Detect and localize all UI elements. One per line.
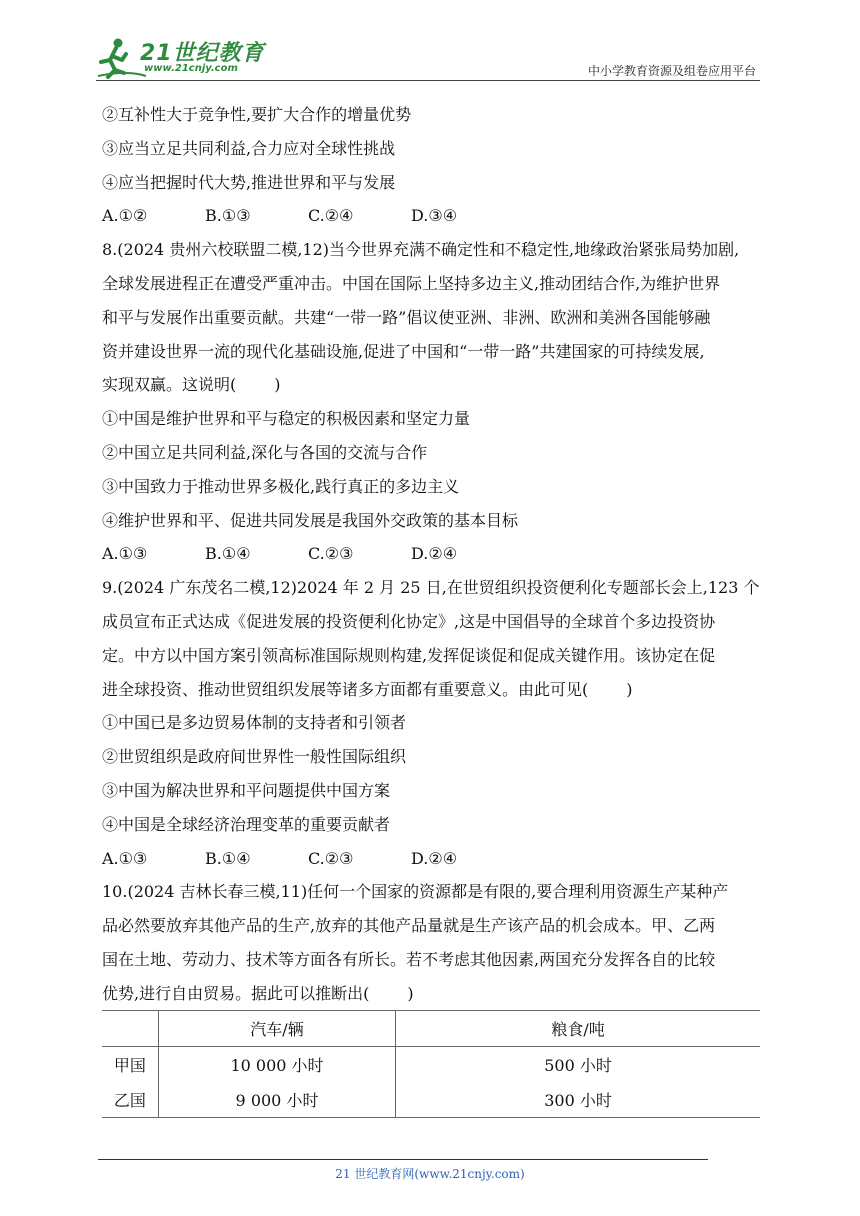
bracket-close: ): [274, 375, 281, 395]
option-a: A.①②: [102, 206, 148, 226]
table-cell: 9 000 小时: [158, 1082, 395, 1118]
stem-text: 优势,进行自由贸易。据此可以推断出(: [102, 983, 370, 1003]
footer-divider: [98, 1159, 708, 1160]
footer-link[interactable]: 21 世纪教育网(www.21cnjy.com): [335, 1167, 525, 1181]
answer-options: [102, 842, 760, 876]
question-stem-line: 10.(2024 吉林长春三模,11)任何一个国家的资源都是有限的,要合理利用资源生产某种产: [102, 882, 729, 902]
header-tagline: 中小学教育资源及组卷应用平台: [587, 64, 756, 78]
question-stem-line: 全球发展进程正在遭受严重冲击。中国在国际上坚持多边主义,推动团结合作,为维护世界: [102, 273, 721, 293]
option-c: C.②③: [308, 848, 354, 868]
table-row: [102, 1082, 760, 1118]
question-stem-line: 定。中方以中国方案引领高标准国际规则构建,发挥促谈促和促成关键作用。该协定在促: [102, 645, 716, 665]
logo-main-text: 21世纪教育: [140, 41, 265, 66]
question-stem-line: 成员宣布正式达成《促进发展的投资便利化协定》,这是中国倡导的全球首个多边投资协: [102, 611, 716, 631]
table-row: [102, 1047, 760, 1083]
choice-line: ①中国是维护世界和平与稳定的积极因素和坚定力量: [102, 409, 471, 429]
question-9: [102, 571, 760, 875]
table-cell: 甲国: [102, 1047, 158, 1083]
page-header: [96, 30, 760, 80]
option-d: D.②④: [411, 848, 458, 868]
choice-line: ②互补性大于竞争性,要扩大合作的增量优势: [102, 105, 412, 124]
cost-table: [102, 1010, 760, 1118]
question-stem-line: 国在土地、劳动力、技术等方面各有所长。若不考虑其他因素,两国充分发挥各自的比较: [102, 949, 716, 969]
answer-options: [102, 537, 760, 571]
table-header-cell: 粮食/吨: [396, 1011, 760, 1047]
table-header-cell: 汽车/辆: [158, 1011, 395, 1047]
table-cell: 乙国: [102, 1082, 158, 1118]
question-10: [102, 875, 760, 1010]
choice-line: ④应当把握时代大势,推进世界和平与发展: [102, 172, 396, 192]
option-c: C.②③: [308, 544, 354, 564]
logo-sub-text: www.21cnjy.com: [144, 63, 238, 74]
choice-line: ③应当立足共同利益,合力应对全球性挑战: [102, 138, 396, 158]
bracket-close: ): [626, 679, 633, 699]
question-stem-line: 资并建设世界一流的现代化基础设施,促进了中国和“一带一路”共建国家的可持续发展,: [102, 341, 705, 361]
option-b: B.①③: [205, 206, 251, 226]
question-stem-line: 和平与发展作出重要贡献。共建“一带一路”倡议使亚洲、非洲、欧洲和美洲各国能够融: [102, 307, 711, 327]
table-cell: 500 小时: [544, 1056, 612, 1075]
option-c: C.②④: [308, 206, 354, 226]
stem-text: 实现双赢。这说明(: [102, 375, 237, 395]
option-b: B.①④: [205, 544, 251, 564]
bracket-close: ): [407, 983, 414, 1003]
option-a: A.①③: [102, 544, 148, 564]
option-d: D.②④: [411, 544, 458, 564]
choice-line: ③中国致力于推动世界多极化,践行真正的多边主义: [102, 476, 460, 496]
question-stem-line: [102, 368, 760, 402]
option-b: B.①④: [205, 848, 251, 868]
choice-line: ③中国为解决世界和平问题提供中国方案: [102, 780, 391, 800]
question-stem-line: [102, 977, 760, 1011]
option-d: D.③④: [411, 206, 458, 226]
header-divider: [96, 80, 760, 81]
choice-line: ②中国立足共同利益,深化与各国的交流与合作: [102, 442, 428, 462]
question-stem-line: 9.(2024 广东茂名二模,12)2024 年 2 月 25 日,在世贸组织投资便利化专题部长会上,123 个: [102, 578, 760, 598]
question-stem-line: 品必然要放弃其他产品的生产,放弃的其他产品量就是生产该产品的机会成本。甲、乙两: [102, 916, 716, 936]
question-8: [102, 233, 760, 571]
choice-line: ①中国已是多边贸易体制的支持者和引领者: [102, 713, 407, 733]
choice-line: ④维护世界和平、促进共同发展是我国外交政策的基本目标: [102, 510, 519, 530]
question-stem-line: 8.(2024 贵州六校联盟二模,12)当今世界充满不确定性和不稳定性,地缘政治紧张局势加剧,: [102, 240, 740, 260]
choice-line: ②世贸组织是政府间世界性一般性国际组织: [102, 747, 407, 767]
question-stem-line: [102, 673, 760, 707]
table-header-row: [102, 1011, 760, 1047]
answer-options: [102, 199, 760, 233]
choice-line: ④中国是全球经济治理变革的重要贡献者: [102, 814, 391, 834]
table-header-cell: [102, 1011, 158, 1047]
stem-text: 进全球投资、推动世贸组织发展等诸多方面都有重要意义。由此可见(: [102, 679, 589, 699]
option-a: A.①③: [102, 848, 148, 868]
table-cell: 10 000 小时: [158, 1047, 395, 1083]
table-cell: 300 小时: [396, 1082, 760, 1118]
question-content: [102, 98, 760, 1011]
site-logo: [96, 36, 266, 80]
